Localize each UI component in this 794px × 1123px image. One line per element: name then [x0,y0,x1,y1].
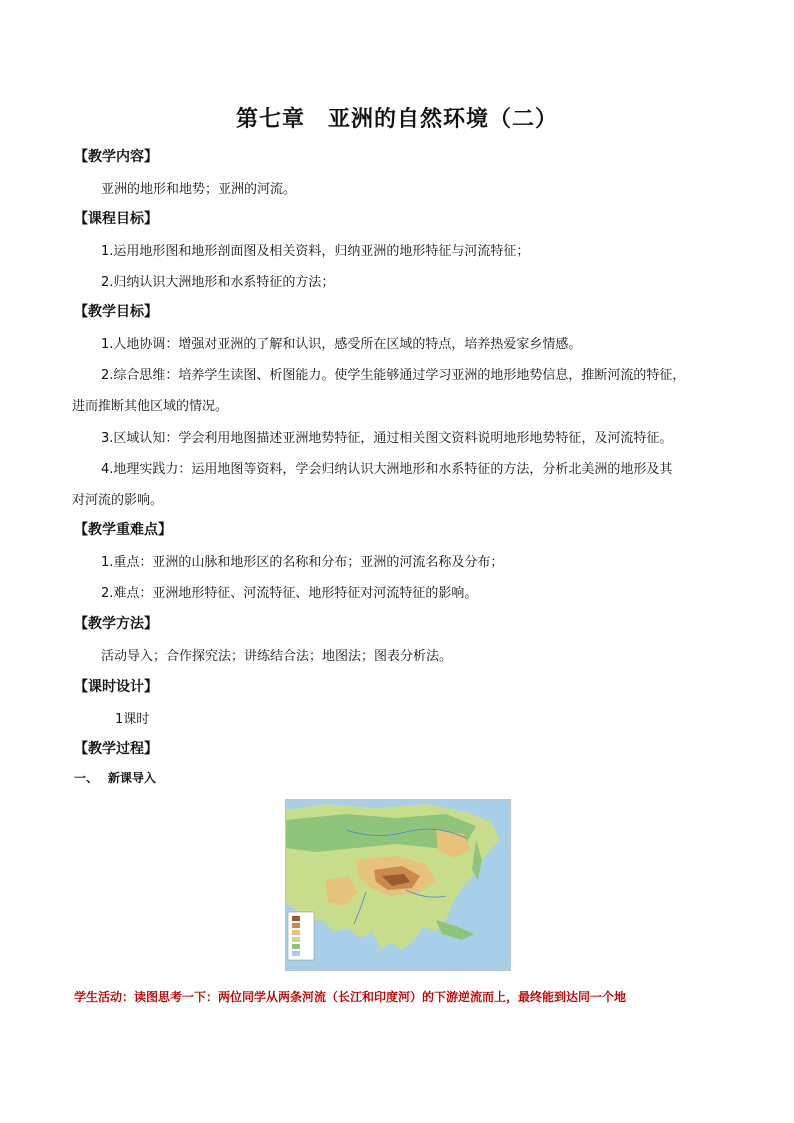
heading-process: 【教学过程】 [74,741,158,757]
heading-key-points: 【教学重难点】 [74,522,172,538]
legend-swatch-sea [292,951,300,956]
key-point-2: 2.难点：亚洲地形特征、河流特征、地形特征对河流特征的影响。 [101,586,478,601]
teaching-goal-4-cont: 对河流的影响。 [72,493,164,508]
legend-swatch-high [292,916,300,921]
heading-curriculum-goals: 【课程目标】 [74,211,158,227]
section-new-lesson-intro [74,769,156,786]
heading-methods: 【教学方法】 [74,616,158,632]
student-activity-text: 学生活动：读图思考一下：两位同学从两条河流（长江和印度河）的下游逆流而上，最终能到达同一个地 [74,990,627,1004]
page-title: 第七章 亚洲的自然环境（二） [235,107,558,132]
heading-lesson-design: 【课时设计】 [74,679,158,695]
teaching-goal-2-cont: 进而推断其他区域的情况。 [72,399,229,414]
legend-swatch-lowland [292,944,300,949]
legend-swatch-plateau [292,930,300,935]
content-text: 亚洲的地形和地势；亚洲的河流。 [101,182,297,197]
curriculum-goal-2: 2.归纳认识大洲地形和水系特征的方法； [101,275,335,290]
curriculum-goal-1: 1.运用地形图和地形剖面图及相关资料，归纳亚洲的地形特征与河流特征； [101,244,530,259]
teaching-goal-2: 2.综合思维：培养学生读图、析图能力。使学生能够通过学习亚洲的地形地势信息，推断河流的特征， [101,368,686,383]
teaching-goal-1: 1.人地协调：增强对亚洲的了解和认识，感受所在区域的特点，培养热爱家乡情感。 [101,337,582,352]
map-legend [288,912,314,960]
heading-content: 【教学内容】 [74,149,158,165]
asia-map-image [286,800,510,970]
legend-swatch-mountain [292,923,300,928]
legend-swatch-plain [292,937,300,942]
key-point-1: 1.重点：亚洲的山脉和地形区的名称和分布；亚洲的河流名称及分布； [101,555,504,570]
methods-text: 活动导入；合作探究法；讲练结合法；地图法；图表分析法。 [101,649,453,664]
heading-teaching-goals: 【教学目标】 [74,304,158,320]
teaching-goal-4: 4.地理实践力：运用地图等资料，学会归纳认识大洲地形和水系特征的方法，分析北美洲的地形及其 [101,462,673,477]
section-number: 一、 [74,771,99,785]
teaching-goal-3: 3.区域认知：学会利用地图描述亚洲地势特征，通过相关图文资料说明地形地势特征，及河流特征。 [101,431,673,446]
lesson-design-text: 1课时 [115,712,150,727]
asia-topographic-map [285,799,511,971]
section-title: 新课导入 [108,771,157,785]
